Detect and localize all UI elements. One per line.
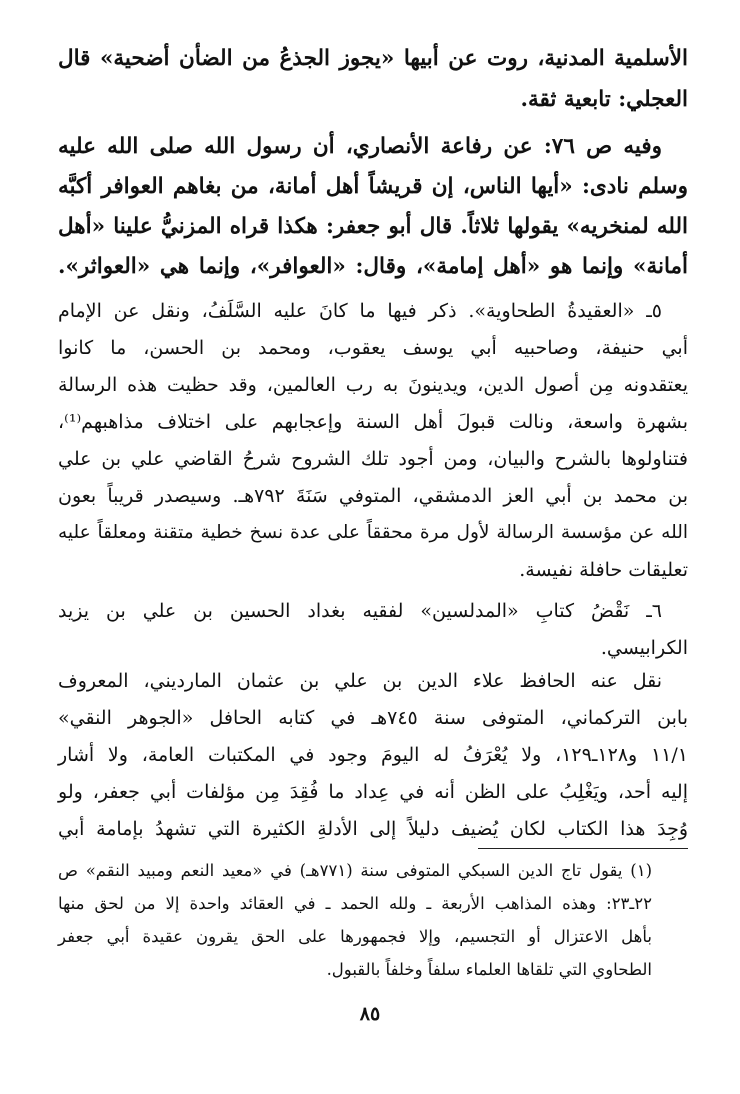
text-line: ١١/١ و١٢٨ـ١٢٩، ولا يُعْرَفُ له اليومَ وجود في المكتبات العامة، ولا أشار (58, 744, 688, 766)
text-line: ٥ـ «العقيدةُ الطحاوية». ذكر فيها ما كانَ عليه السَّلَفُ، ونقل عن الإمام (58, 300, 662, 322)
text-line: الأسلمية المدنية، روت عن أبيها «يجوز الجذعُ من الضأن أضحية» قال (58, 46, 688, 71)
text-line: بشهرة واسعة، ونالت قبولَ أهل السنة وإعجابهم على اختلاف مذاهبهم⁽¹⁾، (58, 411, 688, 433)
text-line: الكرابيسي. (600, 637, 688, 659)
footnote-line: (١) يقول تاج الدين السبكي المتوفى سنة (٧٧١هـ) في «معيد النعم ومبيد النقم» ص (58, 861, 652, 880)
footnote-line: ٢٢ـ٢٣: وهذه المذاهب الأربعة ـ ولله الحمد ـ في العقائد واحدة إلا من لحق منها (58, 894, 652, 913)
text-line: وُجِدَ هذا الكتاب لكان يُضيف دليلاً إلى الأدلةِ الكثيرة التي تشهدُ بإمامة أبي (58, 818, 688, 840)
footnote-line: بأهل الاعتزال أو التجسيم، وإلا فجمهورها على الحق يقرون عقيدة أبي جعفر (58, 927, 652, 946)
text-line: فتناولوها بالشرح والبيان، ومن أجود تلك الشروح شرحُ القاضي علي بن علي (58, 448, 688, 470)
text-line: نقل عنه الحافظ علاء الدين بن علي بن عثمان المارديني، المعروف (58, 670, 662, 692)
footnote-line: الطحاوي التي تلقاها العلماء سلفاً وخلفاً بالقبول. (326, 960, 652, 979)
footnote-divider (478, 848, 688, 849)
text-line: أمانة» وإنما هو «أهل إمامة»، وقال: «العوافر»، وإنما هي «العواثر». (58, 254, 688, 279)
text-line: العجلي: تابعية ثقة. (520, 87, 688, 112)
text-line: تعليقات حافلة نفيسة. (519, 559, 688, 581)
text-line: إليه أحد، ويَغْلِبُ على الظن أنه في عِداد ما فُقِدَ مِن مؤلفات أبي جعفر، ولو (58, 781, 688, 803)
text-line: بابن التركماني، المتوفى سنة ٧٤٥هـ في كتابه الحافل «الجوهر النقي» (58, 707, 688, 729)
text-line: أبي حنيفة، وصاحبيه أبي يوسف يعقوب، ومحمد بن الحسن، ما كانوا (58, 337, 688, 359)
text-line: الله عن مؤسسة الرسالة لأول مرة محققاً على عدة نسخ خطية متقنة ومعلقاً عليه (58, 522, 688, 543)
text-line: الله لمنخريه» يقولها ثلاثاً. قال أبو جعفر: هكذا قراه المزنيُّ علينا «أهل (58, 214, 688, 239)
text-line: وسلم نادى: «أيها الناس، إن قريشاً أهل أمانة، من بغاهم العوافر أكبَّه (58, 174, 688, 199)
text-line: وفيه ص ٧٦: عن رفاعة الأنصاري، أن رسول الله صلى الله عليه (58, 134, 663, 159)
text-line: يعتقدونه مِن أصول الدين، ويدينونَ به رب العالمين، وقد حظيت هذه الرسالة (58, 374, 688, 396)
text-line: ٦ـ نَقْضُ كتابِ «المدلسين» لفقيه بغداد الحسين بن علي بن يزيد (58, 600, 662, 622)
page-number: ٨٥ (359, 1003, 381, 1025)
text-line: بن محمد بن أبي العز الدمشقي، المتوفي سَنَةَ ٧٩٢هـ. وسيصدر قريباً بعون (58, 485, 688, 507)
